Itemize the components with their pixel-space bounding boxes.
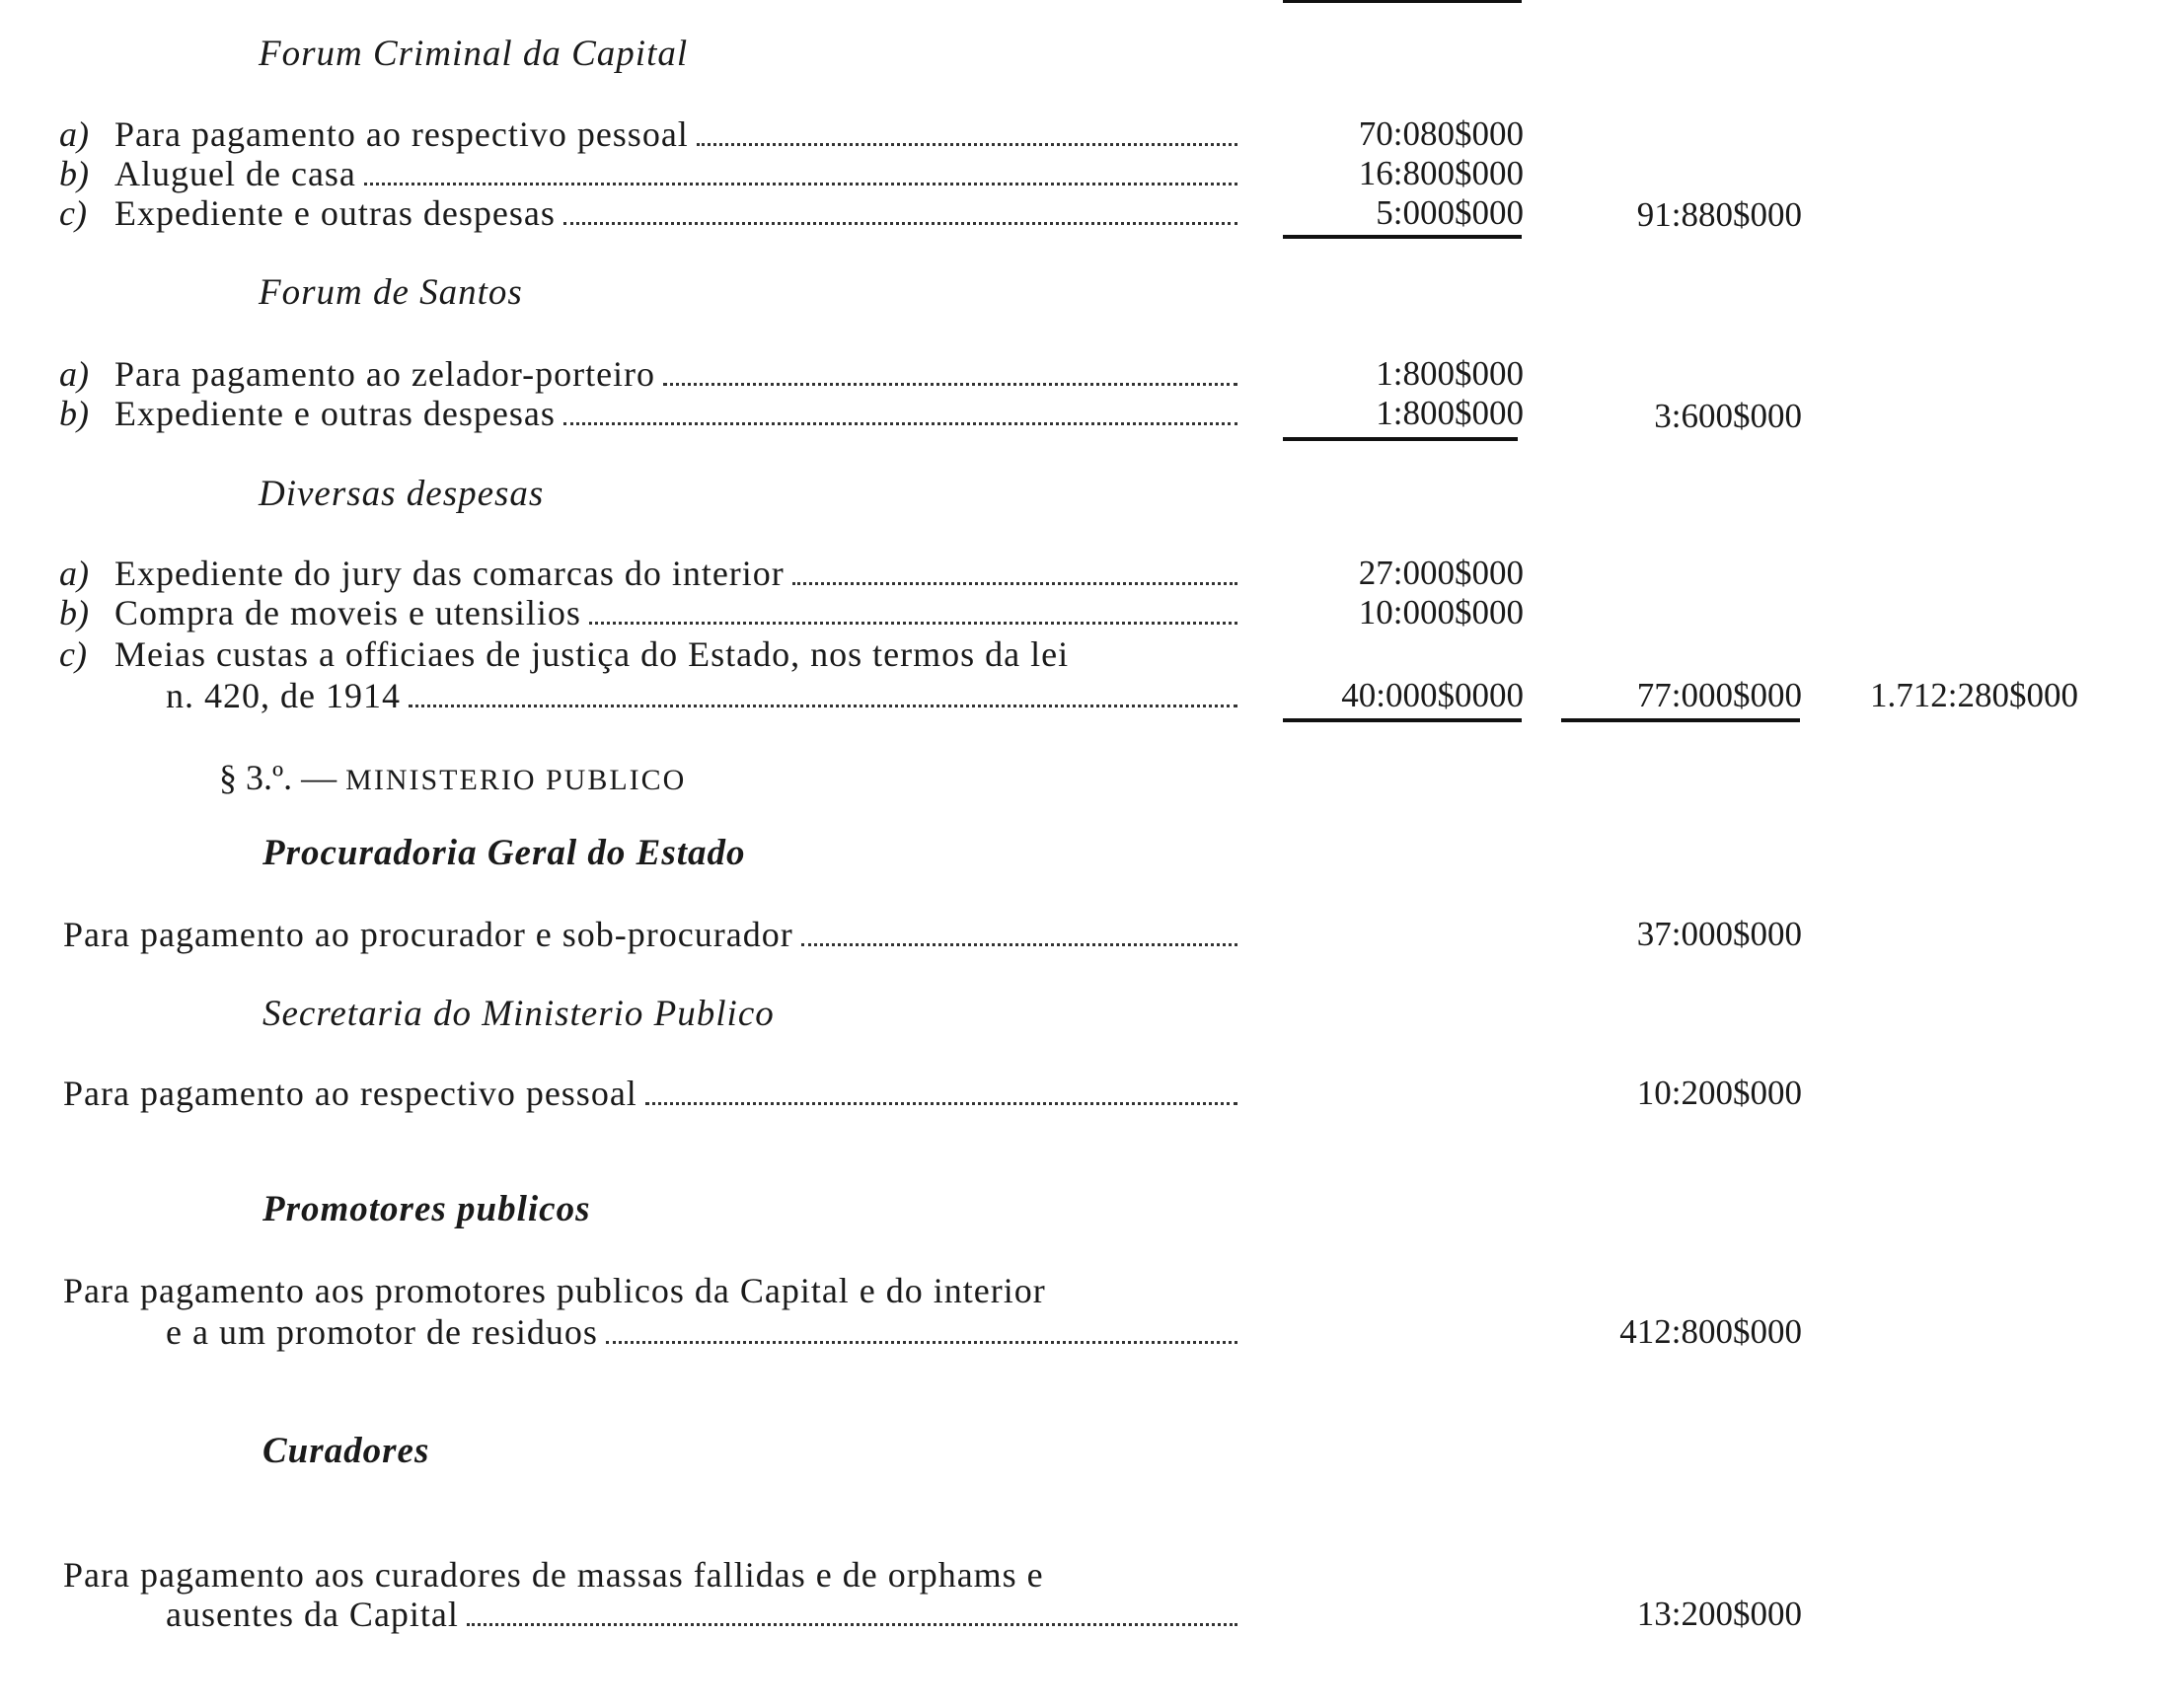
dot-leader bbox=[589, 622, 1237, 625]
item-value: 10:000$000 bbox=[1358, 593, 1524, 631]
heading-diversas: Diversas despesas bbox=[259, 474, 545, 514]
item-label: c) bbox=[59, 193, 87, 233]
item-value: 40:000$0000 bbox=[1341, 676, 1524, 714]
top-rule bbox=[1283, 0, 1522, 3]
item-text: Para pagamento ao respectivo pessoal bbox=[63, 1074, 637, 1113]
item-text: Para pagamento ao procurador e sob-procurador bbox=[63, 915, 793, 954]
line-item bbox=[63, 1557, 1243, 1593]
sum-rule bbox=[1283, 718, 1522, 722]
item-value: 70:080$000 bbox=[1358, 114, 1524, 153]
dot-leader bbox=[467, 1623, 1237, 1626]
item-value: 10:200$000 bbox=[1636, 1074, 1802, 1112]
item-text: Aluguel de casa bbox=[114, 154, 356, 193]
line-item bbox=[59, 595, 1243, 631]
heading-forum-santos: Forum de Santos bbox=[259, 272, 523, 313]
dot-leader bbox=[645, 1102, 1237, 1105]
sum-rule bbox=[1283, 437, 1518, 441]
item-value: 412:800$000 bbox=[1619, 1312, 1802, 1351]
line-item bbox=[59, 195, 1243, 232]
dot-leader bbox=[409, 705, 1237, 707]
item-text: Compra de moveis e utensilios bbox=[114, 593, 581, 632]
item-value: 5:000$000 bbox=[1376, 193, 1524, 232]
item-label: c) bbox=[59, 634, 87, 674]
subtotal-value: 91:880$000 bbox=[1636, 195, 1802, 234]
item-label: b) bbox=[59, 394, 89, 433]
sum-rule bbox=[1561, 718, 1800, 722]
line-item bbox=[59, 356, 1243, 393]
item-value: 16:800$000 bbox=[1358, 154, 1524, 192]
section-dash: — bbox=[301, 758, 337, 797]
heading-procuradoria: Procuradoria Geral do Estado bbox=[262, 833, 746, 873]
dot-leader bbox=[663, 383, 1237, 386]
item-text: n. 420, de 1914 bbox=[166, 676, 401, 715]
heading-forum-criminal: Forum Criminal da Capital bbox=[259, 34, 689, 74]
item-text: Para pagamento ao zelador-porteiro bbox=[114, 354, 656, 394]
heading-promotores: Promotores publicos bbox=[262, 1189, 591, 1229]
dot-leader bbox=[364, 183, 1237, 186]
line-item bbox=[59, 556, 1243, 592]
item-text: ausentes da Capital bbox=[166, 1595, 459, 1634]
item-value: 37:000$000 bbox=[1636, 915, 1802, 953]
section-symbol: § 3.º. bbox=[219, 758, 293, 797]
line-item-continuation bbox=[166, 1597, 1243, 1633]
sum-rule bbox=[1283, 235, 1522, 239]
item-text: Para pagamento ao respectivo pessoal bbox=[114, 114, 689, 154]
line-item-continuation bbox=[166, 1314, 1243, 1351]
item-label: b) bbox=[59, 593, 89, 632]
line-item-continuation bbox=[166, 678, 1243, 714]
item-label: b) bbox=[59, 154, 89, 193]
line-item bbox=[63, 917, 1243, 953]
dot-leader bbox=[801, 943, 1237, 946]
item-text: Para pagamento aos promotores publicos da Capital e do interior bbox=[63, 1271, 1046, 1310]
heading-secretaria: Secretaria do Ministerio Publico bbox=[262, 994, 775, 1034]
item-value: 27:000$000 bbox=[1358, 554, 1524, 592]
line-item bbox=[63, 1076, 1243, 1112]
subtotal-value: 3:600$000 bbox=[1654, 397, 1802, 435]
subtotal-value: 77:000$000 bbox=[1636, 676, 1802, 714]
item-value: 13:200$000 bbox=[1636, 1595, 1802, 1633]
line-item bbox=[59, 116, 1243, 153]
line-item bbox=[59, 396, 1243, 432]
item-value: 1:800$000 bbox=[1376, 354, 1524, 393]
item-label: a) bbox=[59, 554, 89, 593]
section-title bbox=[219, 760, 686, 795]
item-label: a) bbox=[59, 114, 89, 154]
line-item bbox=[59, 156, 1243, 192]
item-value: 1:800$000 bbox=[1376, 394, 1524, 432]
item-text: Para pagamento aos curadores de massas fallidas e de orphams e bbox=[63, 1555, 1044, 1595]
section-name: MINISTERIO PUBLICO bbox=[345, 764, 687, 796]
line-item bbox=[59, 636, 1243, 672]
dot-leader bbox=[563, 222, 1237, 225]
item-label: a) bbox=[59, 354, 89, 394]
dot-leader bbox=[606, 1341, 1237, 1344]
item-text: Expediente e outras despesas bbox=[114, 193, 556, 233]
line-item bbox=[63, 1273, 1243, 1308]
item-text: Meias custas a officiaes de justiça do Estado, nos termos da lei bbox=[114, 634, 1070, 674]
item-text: Expediente do jury das comarcas do interior bbox=[114, 554, 785, 593]
item-text: Expediente e outras despesas bbox=[114, 394, 556, 433]
heading-curadores: Curadores bbox=[262, 1431, 430, 1471]
item-text: e a um promotor de residuos bbox=[166, 1312, 598, 1352]
dot-leader bbox=[563, 422, 1237, 425]
dot-leader bbox=[697, 143, 1237, 146]
dot-leader bbox=[792, 582, 1237, 585]
total-value: 1.712:280$000 bbox=[1870, 676, 2078, 714]
